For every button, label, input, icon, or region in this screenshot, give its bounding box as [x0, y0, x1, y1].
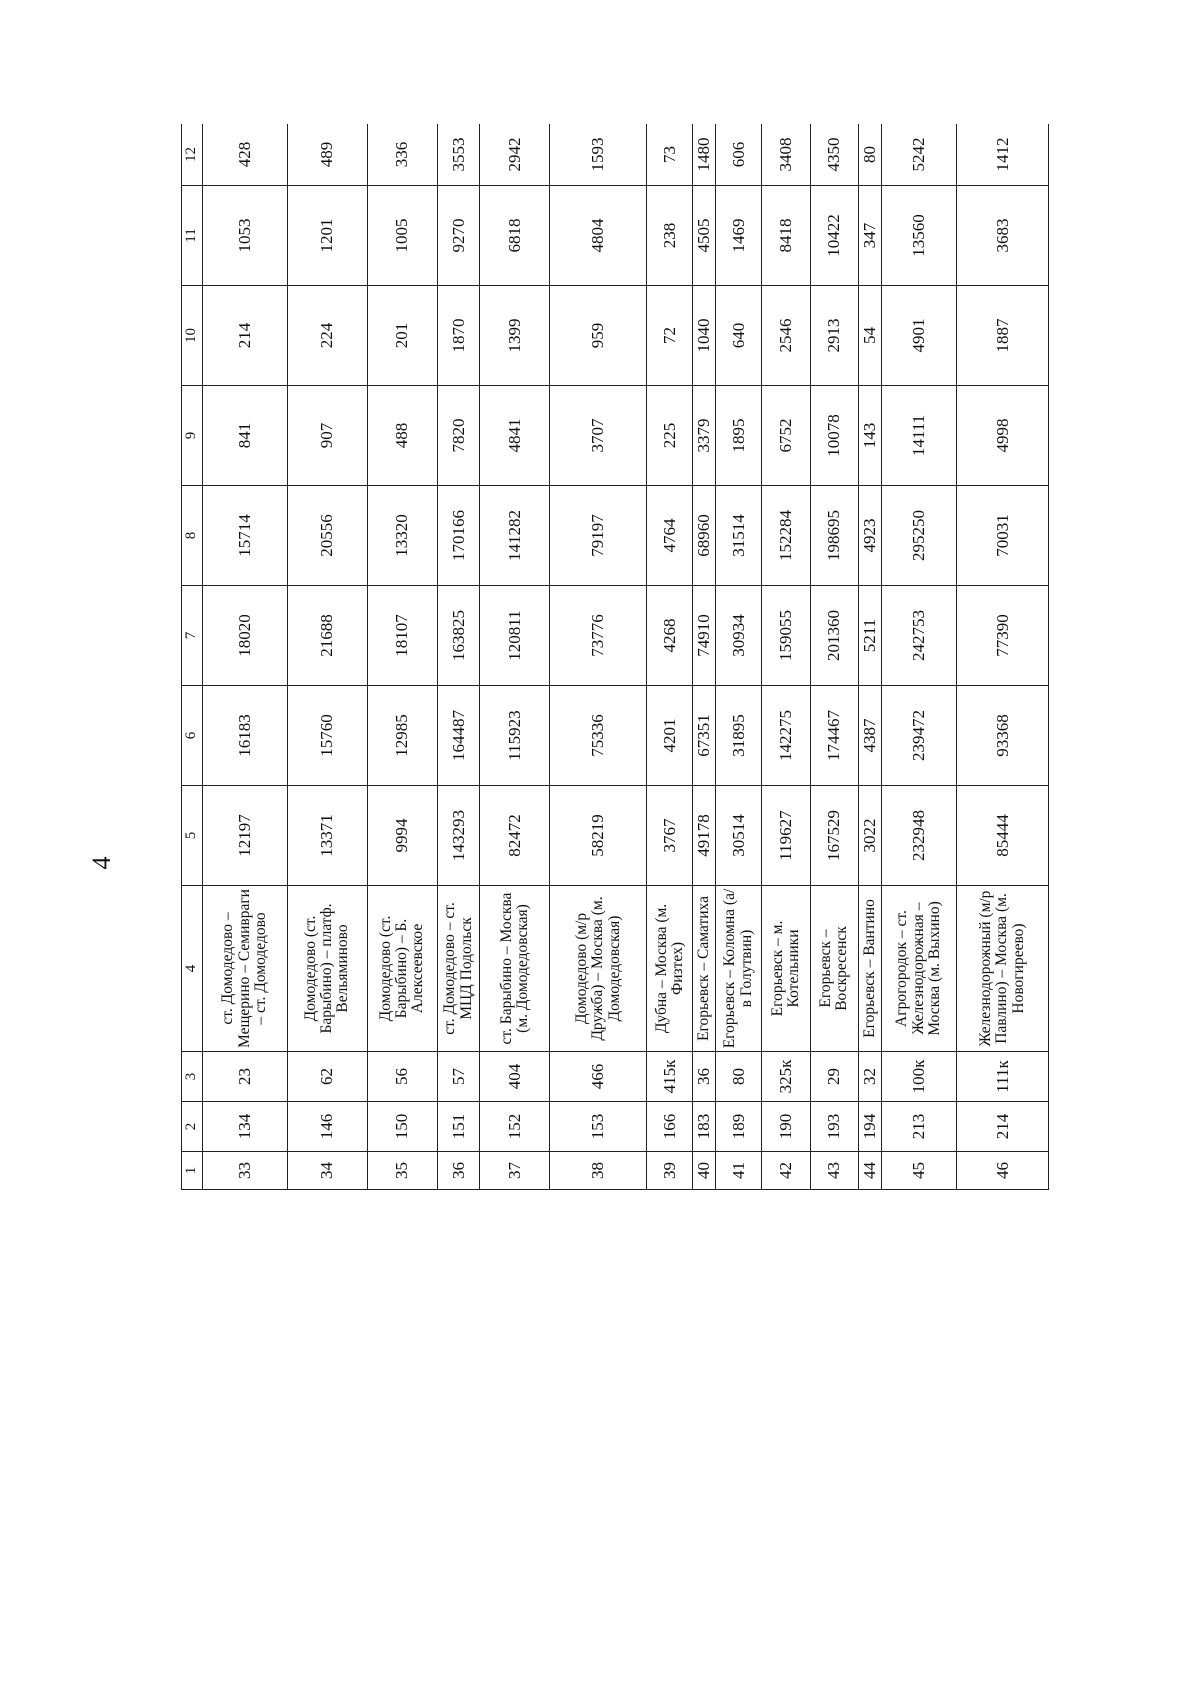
table-cell: 3707 [550, 386, 647, 486]
table-cell: 72 [647, 286, 693, 386]
table-cell: 238 [647, 186, 693, 286]
table-cell: 70031 [956, 486, 1048, 586]
table-cell: 1005 [367, 186, 437, 286]
table-cell: 143293 [437, 786, 479, 886]
table-row [287, 124, 367, 1190]
table-cell: 907 [287, 386, 367, 486]
table-cell: 4201 [647, 686, 693, 786]
table-cell: 36 [693, 1052, 716, 1102]
table-cell: 40 [693, 1152, 716, 1190]
table-cell: 62 [287, 1052, 367, 1102]
table-row [647, 124, 693, 1190]
table-cell: 46 [956, 1152, 1048, 1190]
table-row [956, 124, 1048, 1190]
table-body [203, 124, 1049, 1190]
table-cell: 2546 [762, 286, 810, 386]
table-cell: 143 [858, 386, 881, 486]
table-cell: 151 [437, 1102, 479, 1152]
table-cell: 3767 [647, 786, 693, 886]
table-cell: 85444 [956, 786, 1048, 886]
table-cell: 6752 [762, 386, 810, 486]
table-cell: 404 [480, 1052, 550, 1102]
table-cell: 1040 [693, 286, 716, 386]
table-cell: 74910 [693, 586, 716, 686]
table-cell: 3022 [858, 786, 881, 886]
table-cell: 295250 [881, 486, 956, 586]
table-cell: 163825 [437, 586, 479, 686]
table-cell: 150 [367, 1102, 437, 1152]
table-cell: 170166 [437, 486, 479, 586]
table-cell: 32 [858, 1052, 881, 1102]
table-cell: 43 [810, 1152, 858, 1190]
table-cell: 152 [480, 1102, 550, 1152]
table-cell: 3379 [693, 386, 716, 486]
table-cell: 4841 [480, 386, 550, 486]
table-cell: 15760 [287, 686, 367, 786]
table-cell: 152284 [762, 486, 810, 586]
table-cell: 336 [367, 124, 437, 186]
column-header: 5 [182, 786, 203, 886]
table-cell: 119627 [762, 786, 810, 886]
column-header: 4 [182, 886, 203, 1052]
table-cell: 73 [647, 124, 693, 186]
table-cell: 164487 [437, 686, 479, 786]
table-cell: 201 [367, 286, 437, 386]
column-header: 12 [182, 124, 203, 186]
header-row [182, 124, 203, 1190]
table-cell: 10078 [810, 386, 858, 486]
table-cell: 214 [956, 1102, 1048, 1152]
table-cell: 214 [203, 286, 288, 386]
table-cell: 4505 [693, 186, 716, 286]
table-cell: 142275 [762, 686, 810, 786]
table-cell: 67351 [693, 686, 716, 786]
table-cell: 183 [693, 1102, 716, 1152]
table-cell: 141282 [480, 486, 550, 586]
table-cell: 56 [367, 1052, 437, 1102]
table-cell: 4901 [881, 286, 956, 386]
table-cell: 640 [716, 286, 762, 386]
table-cell: 13560 [881, 186, 956, 286]
route-cell: Железнодорожный (м/р Павлино) – Москва (м. Новогиреево) [956, 886, 1048, 1052]
route-cell: Дубна – Москва (м. Физтех) [647, 886, 693, 1052]
table-cell: 93368 [956, 686, 1048, 786]
table-cell: 73776 [550, 586, 647, 686]
table-cell: 159055 [762, 586, 810, 686]
table-cell: 18020 [203, 586, 288, 686]
column-header: 3 [182, 1052, 203, 1102]
table-row [810, 124, 858, 1190]
table-cell: 4387 [858, 686, 881, 786]
column-header: 10 [182, 286, 203, 386]
table-cell: 36 [437, 1152, 479, 1190]
route-cell: ст. Домодедово – ст. МЦД Подольск [437, 886, 479, 1052]
table-cell: 232948 [881, 786, 956, 886]
route-cell: Егорьевск – Коломна (а/в Голутвин) [716, 886, 762, 1052]
table-cell: 3553 [437, 124, 479, 186]
column-header: 1 [182, 1152, 203, 1190]
table-cell: 3683 [956, 186, 1048, 286]
table-cell: 166 [647, 1102, 693, 1152]
column-header: 8 [182, 486, 203, 586]
table-cell: 1412 [956, 124, 1048, 186]
table-cell: 1593 [550, 124, 647, 186]
route-cell: Домодедово (ст. Барыбино) – платф. Вельяминово [287, 886, 367, 1052]
table-cell: 33 [203, 1152, 288, 1190]
table-row [480, 124, 550, 1190]
table-cell: 6818 [480, 186, 550, 286]
table-cell: 120811 [480, 586, 550, 686]
column-header: 7 [182, 586, 203, 686]
table-cell: 193 [810, 1102, 858, 1152]
table-cell: 12197 [203, 786, 288, 886]
table-cell: 20556 [287, 486, 367, 586]
table-cell: 44 [858, 1152, 881, 1190]
route-cell: Агрогородок – ст. Железнодорожная – Москва (м. Выхино) [881, 886, 956, 1052]
table-cell: 1399 [480, 286, 550, 386]
table-cell: 489 [287, 124, 367, 186]
table-cell: 13320 [367, 486, 437, 586]
table-cell: 3408 [762, 124, 810, 186]
table-cell: 14111 [881, 386, 956, 486]
table-cell: 21688 [287, 586, 367, 686]
table-cell: 80 [858, 124, 881, 186]
table-cell: 488 [367, 386, 437, 486]
table-cell: 31514 [716, 486, 762, 586]
table-cell: 134 [203, 1102, 288, 1152]
table-cell: 31895 [716, 686, 762, 786]
table-cell: 4923 [858, 486, 881, 586]
table-cell: 77390 [956, 586, 1048, 686]
table-cell: 16183 [203, 686, 288, 786]
table-cell: 841 [203, 386, 288, 486]
route-cell: Домодедово (ст. Барыбино) – Б. Алексеевское [367, 886, 437, 1052]
table-row [550, 124, 647, 1190]
table-wrapper [181, 124, 1049, 1190]
table-cell: 12985 [367, 686, 437, 786]
table-cell: 4764 [647, 486, 693, 586]
table-cell: 30934 [716, 586, 762, 686]
table-cell: 115923 [480, 686, 550, 786]
table-cell: 4350 [810, 124, 858, 186]
table-cell: 224 [287, 286, 367, 386]
table-cell: 1201 [287, 186, 367, 286]
table-cell: 18107 [367, 586, 437, 686]
table-cell: 54 [858, 286, 881, 386]
table-row [693, 124, 716, 1190]
table-cell: 4998 [956, 386, 1048, 486]
table-cell: 37 [480, 1152, 550, 1190]
route-cell: Егорьевск – Саматиха [693, 886, 716, 1052]
table-cell: 9994 [367, 786, 437, 886]
column-header: 2 [182, 1102, 203, 1152]
table-cell: 75336 [550, 686, 647, 786]
table-cell: 41 [716, 1152, 762, 1190]
table-cell: 190 [762, 1102, 810, 1152]
route-cell: ст. Барыбино – Москва (м. Домодедовская) [480, 886, 550, 1052]
table-cell: 2913 [810, 286, 858, 386]
table-cell: 38 [550, 1152, 647, 1190]
table-cell: 167529 [810, 786, 858, 886]
table-cell: 189 [716, 1102, 762, 1152]
table-cell: 1895 [716, 386, 762, 486]
table-cell: 4804 [550, 186, 647, 286]
table-cell: 146 [287, 1102, 367, 1152]
table-cell: 39 [647, 1152, 693, 1190]
table-cell: 23 [203, 1052, 288, 1102]
table-cell: 225 [647, 386, 693, 486]
table-cell: 13371 [287, 786, 367, 886]
table-row [881, 124, 956, 1190]
table-cell: 325к [762, 1052, 810, 1102]
table-row [858, 124, 881, 1190]
table-cell: 194 [858, 1102, 881, 1152]
table-row [762, 124, 810, 1190]
table-row [203, 124, 288, 1190]
column-header: 11 [182, 186, 203, 286]
table-cell: 35 [367, 1152, 437, 1190]
table-cell: 58219 [550, 786, 647, 886]
route-cell: Егорьевск – Воскресенск [810, 886, 858, 1052]
table-cell: 111к [956, 1052, 1048, 1102]
data-table [181, 124, 1049, 1190]
column-header: 9 [182, 386, 203, 486]
table-cell: 415к [647, 1052, 693, 1102]
table-cell: 1469 [716, 186, 762, 286]
table-cell: 5211 [858, 586, 881, 686]
table-cell: 9270 [437, 186, 479, 286]
route-cell: ст. Домодедово – Мещерино – Семивраги – ст. Домодедово [203, 886, 288, 1052]
table-cell: 201360 [810, 586, 858, 686]
table-cell: 4268 [647, 586, 693, 686]
table-cell: 29 [810, 1052, 858, 1102]
table-cell: 213 [881, 1102, 956, 1152]
table-cell: 153 [550, 1102, 647, 1152]
table-cell: 239472 [881, 686, 956, 786]
table-cell: 80 [716, 1052, 762, 1102]
table-row [716, 124, 762, 1190]
table-cell: 2942 [480, 124, 550, 186]
table-cell: 45 [881, 1152, 956, 1190]
table-cell: 606 [716, 124, 762, 186]
route-cell: Домодедово (м/р Дружба) – Москва (м. Домодедовская) [550, 886, 647, 1052]
table-cell: 242753 [881, 586, 956, 686]
table-cell: 82472 [480, 786, 550, 886]
table-cell: 5242 [881, 124, 956, 186]
table-cell: 198695 [810, 486, 858, 586]
page-number: 4 [87, 856, 116, 870]
table-cell: 49178 [693, 786, 716, 886]
table-cell: 1887 [956, 286, 1048, 386]
table-row [367, 124, 437, 1190]
table-cell: 68960 [693, 486, 716, 586]
table-cell: 466 [550, 1052, 647, 1102]
table-cell: 34 [287, 1152, 367, 1190]
table-cell: 1053 [203, 186, 288, 286]
table-cell: 428 [203, 124, 288, 186]
table-cell: 7820 [437, 386, 479, 486]
table-cell: 30514 [716, 786, 762, 886]
table-cell: 15714 [203, 486, 288, 586]
table-cell: 57 [437, 1052, 479, 1102]
column-header: 6 [182, 686, 203, 786]
table-cell: 10422 [810, 186, 858, 286]
route-cell: Егорьевск – м. Котельники [762, 886, 810, 1052]
table-cell: 100к [881, 1052, 956, 1102]
table-cell: 174467 [810, 686, 858, 786]
table-cell: 1480 [693, 124, 716, 186]
table-cell: 8418 [762, 186, 810, 286]
table-cell: 1870 [437, 286, 479, 386]
table-cell: 959 [550, 286, 647, 386]
table-cell: 347 [858, 186, 881, 286]
table-cell: 79197 [550, 486, 647, 586]
route-cell: Егорьевск – Вантино [858, 886, 881, 1052]
table-row [437, 124, 479, 1190]
table-cell: 42 [762, 1152, 810, 1190]
